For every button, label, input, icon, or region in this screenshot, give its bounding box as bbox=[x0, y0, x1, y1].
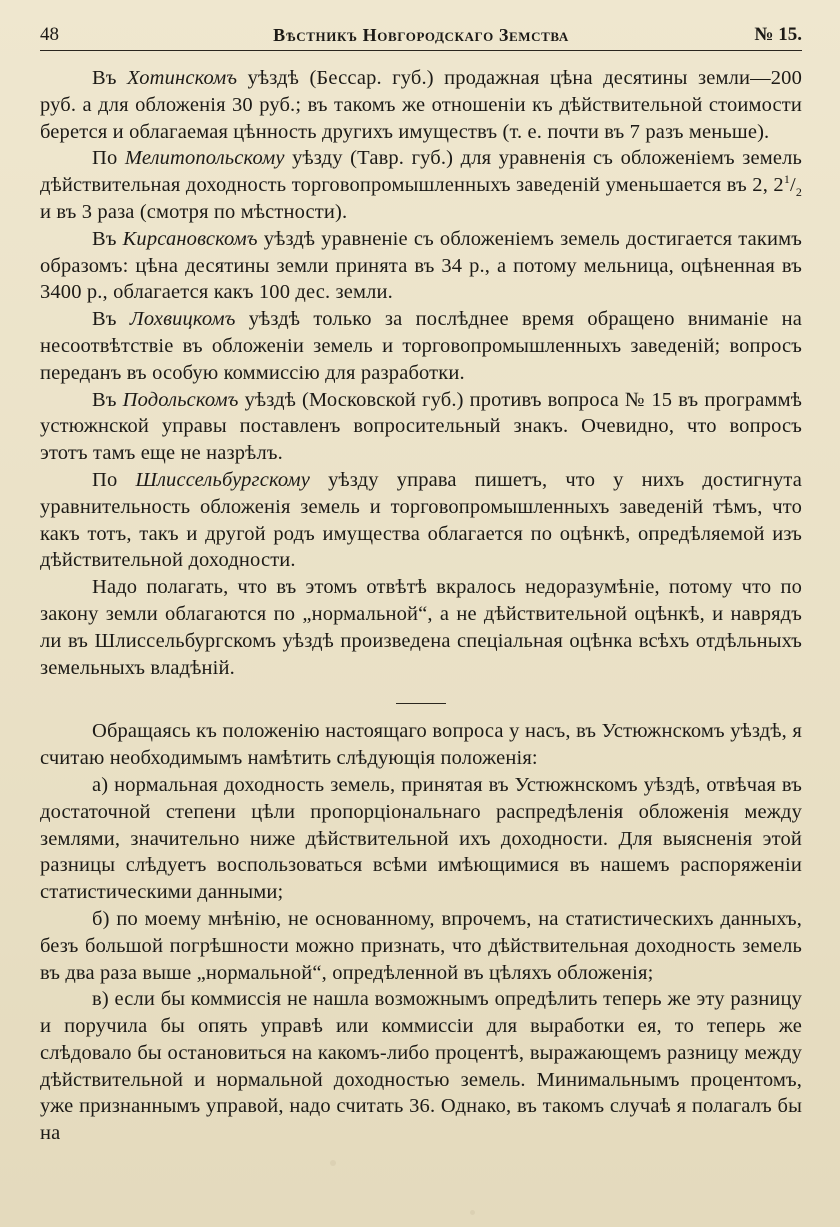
paragraph-text: уѣзду управа пишетъ, что у нихъ достигнута уравнительность обложенія земель и торговопромышленныхъ заведеній тѣмъ, что какъ тотъ, такъ и другой родъ имущества облагается по оцѣнкѣ, опредѣляемой изъ дѣйствительной доходности. bbox=[40, 468, 802, 572]
paragraph-text: уѣзду (Тавр. губ.) для уравненія съ обложеніемъ земель дѣйствительная доходность торговопромышленныхъ заведеній уменьшается въ 2, 2 bbox=[40, 147, 802, 197]
paragraph bbox=[40, 986, 802, 1147]
paragraph-text: уѣздѣ (Бессар. губ.) продажная цѣна десятины земли—200 руб. а для обложенія 30 руб.; въ такомъ же отношеніи къ дѣйствительной стоимости берется и облагаемая цѣнность другихъ имуществъ (т. е. почти въ 7 разъ меньше). bbox=[40, 67, 802, 143]
journal-title: Вѣстникъ Новгородскаго Земства bbox=[273, 25, 569, 45]
paragraph bbox=[40, 718, 802, 772]
issue-number: № 15. bbox=[754, 24, 802, 45]
italic-place-name: Подольскомъ bbox=[122, 388, 239, 411]
italic-place-name: Лохвицкомъ bbox=[129, 308, 236, 331]
italic-place-name: Шлиссельбургскому bbox=[135, 468, 311, 491]
italic-place-name: Кирсановскомъ bbox=[122, 227, 258, 250]
paragraph-text: Въ bbox=[92, 308, 130, 331]
paragraph-text: уѣздѣ только за послѣднее время обращено вниманіе на несоотвѣтствіе въ обложеніи земель и торговопромышленныхъ заведеній; вопросъ переданъ въ особую коммиссію для разработки. bbox=[40, 308, 802, 384]
paragraph-text: а) нормальная доходность земель, принятая въ Устюжнскомъ уѣздѣ, отвѣчая въ достаточной степени цѣли пропорціональнаго распредѣленія обложенія между землями, значительно ниже дѣйствительной ихъ доходности. Для выясненія этой разницы слѣдуетъ воспользоваться всѣми имѣющимися въ нашемъ распоряженіи статистическими данными; bbox=[40, 773, 802, 904]
section-after-separator bbox=[40, 718, 802, 1147]
paragraph-text: Надо полагать, что въ этомъ отвѣтѣ вкралось недоразумѣніе, потому что по закону земли облагаются по „нормальной“, а не дѣйствительной оцѣнкѣ, и наврядъ ли въ Шлиссельбургскомъ уѣздѣ произведена спеціальная оцѣнка всѣхъ отдѣльныхъ земельныхъ владѣній. bbox=[40, 576, 802, 679]
paragraph-text: По bbox=[92, 468, 136, 491]
paragraph-text: уѣздѣ (Московской губ.) противъ вопроса № 15 въ программѣ устюжнской управы поставленъ вопросительный знакъ. Очевидно, что вопросъ этотъ тамъ еще не назрѣлъ. bbox=[40, 388, 802, 465]
paragraph bbox=[40, 145, 802, 225]
paragraph bbox=[40, 574, 802, 681]
page-number: 48 bbox=[40, 24, 59, 45]
section-separator bbox=[396, 703, 446, 704]
paragraph bbox=[40, 467, 802, 574]
paragraph bbox=[40, 387, 802, 467]
paragraph-text: Обращаясь къ положенію настоящаго вопроса у насъ, въ Устюжнскомъ уѣздѣ, я считаю необходимымъ намѣтить слѣдующія положенія: bbox=[40, 720, 802, 770]
paragraph bbox=[40, 772, 802, 906]
italic-place-name: Хотинскомъ bbox=[127, 67, 238, 89]
subscript-text: 2 bbox=[795, 185, 802, 200]
paragraph bbox=[40, 306, 802, 386]
paragraph-text: уѣздѣ уравненіе съ обложеніемъ земель достигается такимъ образомъ: цѣна десятины земли принята въ 34 р., а потому мельница, оцѣненная въ 3400 р., облагается какъ 100 дес. земли. bbox=[40, 227, 802, 304]
paragraph-text: и въ 3 раза (смотря по мѣстности). bbox=[40, 200, 348, 223]
paragraph bbox=[40, 226, 802, 306]
italic-place-name: Мелитопольскому bbox=[124, 147, 285, 170]
paragraph-text: Въ bbox=[92, 67, 127, 89]
paragraph-text: Въ bbox=[92, 388, 123, 411]
paragraph-text: / bbox=[789, 174, 796, 197]
superscript-text: 1 bbox=[783, 172, 790, 187]
body-text bbox=[40, 65, 802, 1147]
paragraph-text: По bbox=[92, 147, 125, 170]
paper-speck bbox=[470, 1210, 475, 1215]
page-header bbox=[40, 22, 802, 51]
section-before-separator bbox=[40, 65, 802, 681]
paragraph-text: Въ bbox=[92, 227, 123, 250]
paragraph-text: в) если бы коммиссія не нашла возможнымъ опредѣлить теперь же эту разницу и поручила бы опять управѣ или коммиссіи для выработки ея, то теперь же слѣдовало бы остановиться на какомъ-либо процентѣ, выражающемъ разницу между дѣйствительной и нормальной доходностью земель. Минимальнымъ процентомъ, уже признаннымъ управой, надо считать 36. Однако, въ такомъ случаѣ я полагалъ бы на bbox=[40, 988, 802, 1145]
paragraph bbox=[40, 906, 802, 986]
paragraph bbox=[40, 65, 802, 145]
paper-speck bbox=[330, 1160, 336, 1166]
paragraph-text: б) по моему мнѣнію, не основанному, впрочемъ, на статистическихъ данныхъ, безъ большой погрѣшности можно признать, что дѣйствительная доходность земель въ два раза выше „нормальной“, опредѣленной въ цѣляхъ обложенія; bbox=[40, 907, 802, 984]
